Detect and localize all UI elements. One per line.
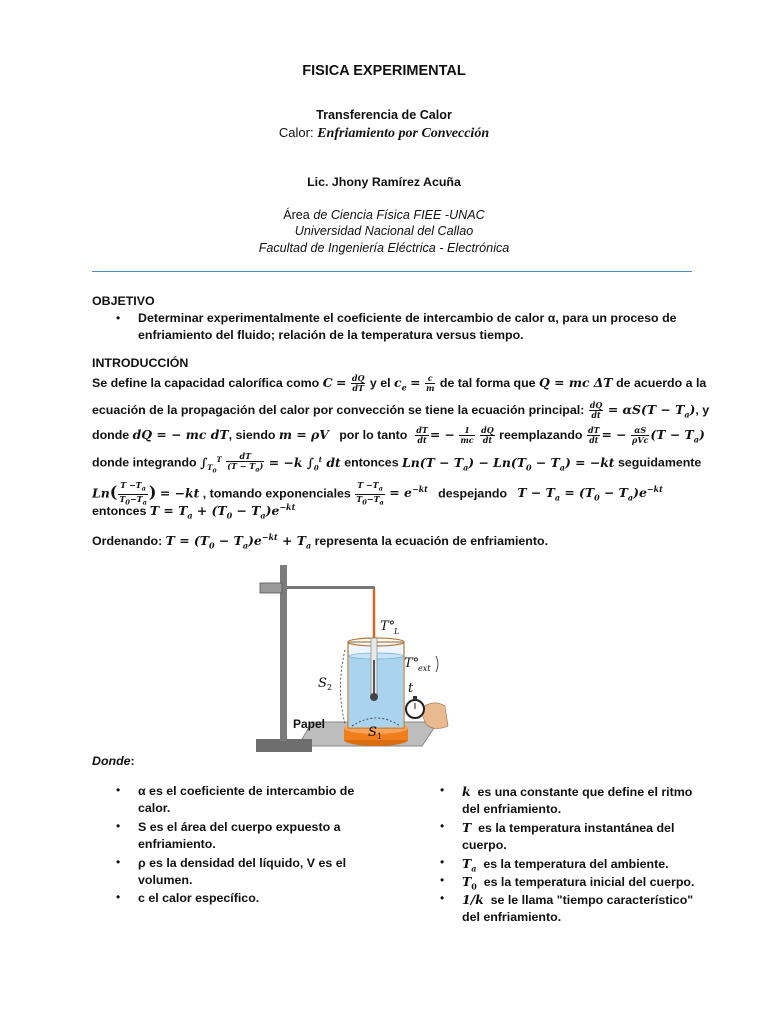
def-T	[462, 819, 674, 854]
equation: Ln	[92, 485, 110, 501]
intro-line-1: Se define la capacidad calorífica como C = $\frac{dQ}{dT}$ y el $c_e$ = $\frac{c}{m}$ de tal forma que Q = mc ΔT de acuerdo a la	[92, 373, 707, 393]
def-rho	[138, 855, 346, 889]
label-t: t	[408, 681, 414, 696]
def-line: enfriamiento.	[138, 837, 216, 851]
bullet-dot: •	[440, 819, 445, 833]
document-subtitle: Transferencia de Calor	[316, 108, 452, 122]
def-line: es la temperatura inicial del cuerpo.	[483, 875, 695, 889]
def-line: volumen.	[138, 873, 193, 887]
objetivo-line-1: Determinar experimentalmente el coeficiente de intercambio de calor α, para un proceso de	[138, 311, 677, 325]
intro-line-4	[92, 452, 701, 475]
equation: $T - T_a = (T_0 - T_a)e^{-kt}$	[517, 484, 663, 503]
intro-text: seguidamente	[618, 455, 702, 470]
author: Lic. Jhony Ramírez Acuña	[307, 175, 461, 189]
def-line: cuerpo.	[462, 838, 507, 852]
fraction: $\frac{dQ}{dt}$	[481, 425, 494, 445]
def-line: se le llama "tiempo característico"	[490, 893, 694, 907]
convection-apparatus-diagram	[250, 560, 460, 756]
bullet-dot: •	[440, 891, 445, 905]
intro-text: despejando	[438, 486, 508, 501]
def-line: S es el área del cuerpo expuesto a	[138, 820, 341, 834]
bullet-dot: •	[440, 855, 445, 869]
header-divider	[92, 271, 692, 272]
equation: C	[322, 374, 333, 390]
bullet-dot: •	[116, 890, 121, 904]
intro-line-7	[92, 532, 548, 551]
equation: Q = mc ΔT	[539, 374, 613, 390]
fraction: $\frac{T -T_a}{T_0-T_a}$	[119, 480, 147, 507]
fraction: $\frac{dT}{dt}$	[416, 425, 428, 445]
intro-text: ecuación de la propagación del calor por convección se tiene la ecuación principal:	[92, 402, 585, 417]
label-paper: Papel	[293, 717, 326, 731]
university: Universidad Nacional del Callao	[294, 224, 474, 238]
support-arm	[287, 586, 375, 589]
objetivo-heading: OBJETIVO	[92, 294, 155, 308]
document-topic	[0, 125, 768, 142]
label-S1: S	[368, 725, 377, 740]
intro-text: donde integrando	[92, 455, 197, 470]
bullet-dot: •	[116, 311, 121, 325]
equation: m = ρV	[278, 426, 329, 442]
def-symbol: k	[462, 784, 471, 799]
bullet-dot: •	[116, 819, 121, 833]
intro-text: , tomando exponenciales	[202, 486, 351, 501]
fraction: $\frac{\alpha S}{\text{ρVc}}$	[632, 425, 649, 445]
intro-text: de acuerdo a la	[616, 375, 707, 390]
intro-line-2	[92, 401, 709, 420]
equation: $T = (T_0 - T_a)e^{-kt} + T_a$	[165, 532, 312, 551]
fraction: $\frac{T -T_a}{T_0-T_a}$	[356, 480, 384, 507]
equation: = −kt	[159, 485, 200, 501]
fraction: $\frac{dT}{dt}$	[587, 425, 600, 445]
def-k	[462, 783, 692, 818]
fraction: $\frac{1}{mc}$	[460, 425, 474, 445]
intro-line-6	[92, 502, 295, 521]
area-line	[0, 208, 768, 222]
equation: = $e^{-kt}$	[389, 484, 428, 501]
thermometer-bulb	[370, 693, 378, 701]
document-title: FISICA EXPERIMENTAL	[302, 63, 466, 79]
area-prefix: Área	[283, 208, 310, 222]
def-symbol: T	[462, 874, 472, 889]
fraction: $\frac{dQ}{dT}$	[351, 373, 365, 393]
label-S2: S	[318, 676, 327, 691]
def-S	[138, 819, 340, 853]
area-text: de Ciencia Física FIEE -UNAC	[313, 208, 485, 222]
bullet-dot: •	[440, 783, 445, 797]
def-line: del enfriamiento.	[462, 802, 562, 816]
equation: $T = T_a + (T_0 - T_a)e^{-kt}$	[149, 502, 296, 521]
def-tau	[462, 891, 693, 926]
def-line: α es el coeficiente de intercambio de	[138, 784, 355, 798]
intro-text: y el	[369, 375, 391, 390]
label-TL: T°	[380, 619, 396, 634]
intro-text: Ordenando:	[92, 534, 163, 549]
def-alpha	[138, 783, 354, 817]
objetivo-line-2: enfriamiento del fluido; relación de la temperatura versus tiempo.	[138, 328, 524, 342]
label-S1-sub: 1	[377, 732, 383, 741]
equation: dQ = − mc dT	[132, 426, 229, 442]
bullet-dot: •	[116, 855, 121, 869]
topic-prefix: Calor:	[278, 125, 314, 140]
intro-text: por lo tanto	[339, 427, 408, 442]
equation: = −k $\int_0^t$ dt	[268, 454, 341, 473]
intro-text: entonces	[92, 504, 147, 519]
label-Text-sub: ext	[418, 664, 431, 673]
def-c	[138, 890, 259, 907]
intro-line-5: Ln( $\frac{T -T_a}{T_0-T_a}$ ) = −kt , tomando exponenciales $\frac{T -T_a}{T_0-T_a}$ = $e^{-kt}$ despejando $T - T_a = (T_0 - T_a)e^{-kt}$	[92, 480, 663, 507]
fraction: $\frac{c}{m}$	[425, 373, 435, 393]
intro-text: entonces	[344, 455, 399, 470]
def-symbol: 1/k	[462, 892, 484, 907]
equation: $Ln(T - T_a) - Ln(T_0 - T_a) = -kt$	[402, 454, 615, 473]
def-symbol: T	[462, 856, 472, 871]
intro-text: donde	[92, 427, 130, 442]
def-symbol: T	[462, 820, 472, 835]
intro-text: , y	[695, 402, 710, 417]
def-line: ρ es la densidad del líquido, V es el	[138, 856, 347, 870]
bullet-dot: •	[440, 873, 445, 887]
intro-line-3: donde dQ = − mc dT, siendo m = ρV por lo tanto $\frac{dT}{dt}$ = − $\frac{1}{mc}$ $\frac{dQ}{dt}$ reemplazando $\frac{dT}{dt}$ = − $\frac{\alpha S}{\text{ρVc}}$ $(T - T_a)$	[92, 425, 705, 445]
donde-heading	[92, 754, 135, 768]
def-symbol-sub: a	[471, 863, 477, 874]
faculty: Facultad de Ingeniería Eléctrica - Electrónica	[258, 241, 510, 255]
def-line: calor.	[138, 801, 171, 815]
intro-text: de tal forma que	[439, 375, 536, 390]
fraction: $\frac{dT}{(T - T_a)}$	[227, 451, 264, 474]
label-S2-sub: 2	[327, 683, 333, 692]
intro-text: reemplazando	[499, 427, 583, 442]
fraction: $\frac{dQ}{dt}$	[589, 400, 603, 420]
def-symbol-sub: 0	[471, 881, 477, 892]
def-line: es la temperatura del ambiente.	[483, 857, 669, 871]
intro-text: , siendo	[228, 427, 276, 442]
intro-text: representa la ecuación de enfriamiento.	[314, 534, 549, 549]
def-line: c el calor específico.	[138, 891, 260, 905]
equation: = $\alpha S(T - T_a)$	[607, 401, 696, 420]
clamp	[260, 583, 282, 593]
def-line: es una constante que define el ritmo	[477, 785, 693, 799]
intro-text: Se define la capacidad calorífica como	[92, 375, 320, 390]
equation: $\int_{T_0}^T$	[200, 454, 222, 475]
def-line: es la temperatura instantánea del	[478, 821, 675, 835]
donde-colon: :	[130, 754, 135, 768]
def-line: del enfriamiento.	[462, 910, 562, 924]
topic-text: Enfriamiento por Convección	[317, 126, 490, 141]
donde-heading-text: Donde	[92, 754, 131, 768]
equation: $c_e$	[394, 374, 407, 393]
label-TL-sub: L	[394, 627, 400, 636]
introduccion-heading: INTRODUCCIÓN	[92, 356, 189, 370]
bullet-dot: •	[116, 783, 121, 797]
label-Text: T°	[404, 656, 420, 671]
